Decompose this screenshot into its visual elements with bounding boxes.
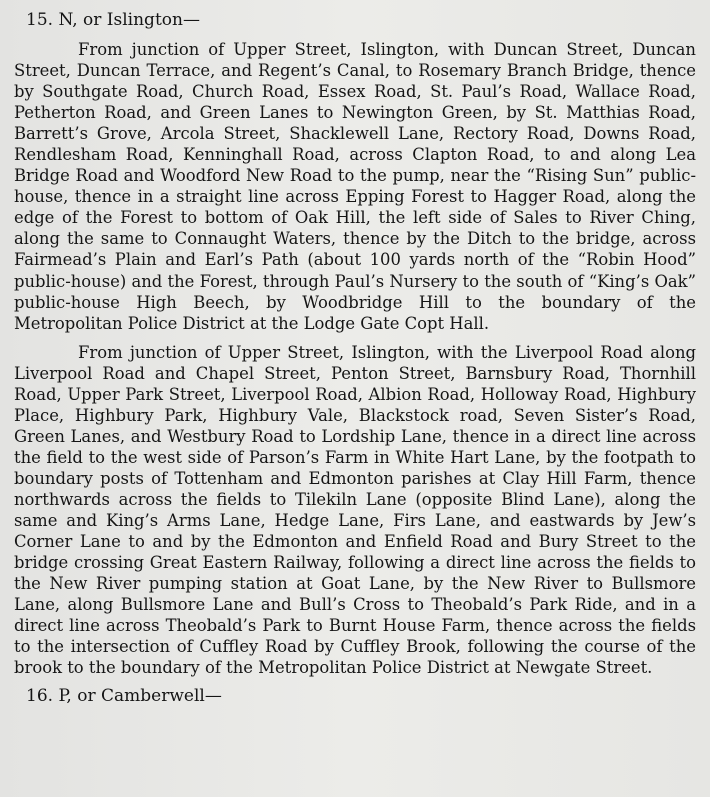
section-heading-islington: 15. N, or Islington— (26, 10, 200, 30)
route-paragraph-2-text: From junction of Upper Street, Islington, with the Liverpool Road along Liverpool Road and Chapel Street, Penton Street, Barnsbury Road, Thornhill Road, Upper Park Street, Liverpool Road, Albion Road, Holloway Road, Highbury Place, Highbury Park, Highbury Vale, Blackstock road, Seven Sister’s Road, Green Lanes, and Westbury Road to Lordship Lane, thence in a direct line across the field to the west side of Parson’s Farm in White Hart Lane, by the footpath to boundary posts of Tottenham and Edmonton parishes at Clay Hill Farm, thence northwards across the fields to Tilekiln Lane (opposite Blind Lane), along the same and King’s Arms Lane, Hedge Lane, Firs Lane, and eastwards by Jew’s Corner Lane to and by the Edmonton and Enfield Road and Bury Street to the bridge crossing Great Eastern Railway, following a direct line across the fields to the New River pumping station at Goat Lane, by the New River to Bullsmore Lane, along Bullsmore Lane and Bull’s Cross to Theobald’s Park Ride, and in a direct line across Theobald’s Park to Burnt House Farm, thence across the fields to the intersection of Cuffley Road by Cuffley Brook, following the course of the brook to the boundary of the Metropolitan Police District at Newgate Street. (14, 342, 696, 678)
section-heading-camberwell: 16. P, or Camberwell— (26, 686, 222, 707)
route-paragraph-1 (14, 39, 696, 334)
route-paragraph-1-text: From junction of Upper Street, Islington, with Duncan Street, Duncan Street, Duncan Terrace, and Regent’s Canal, to Rosemary Branch Bridge, thence by Southgate Road, Church Road, Essex Road, St. Paul’s Road, Wallace Road, Petherton Road, and Green Lanes to Newington Green, by St. Matthias Road, Barrett’s Grove, Arcola Street, Shacklewell Lane, Rectory Road, Downs Road, Rendlesham Road, Kenninghall Road, across Clapton Road, to and along Lea Bridge Road and Woodford New Road to the pump, near the “Rising Sun” public-house, thence in a straight line across Epping Forest to Hagger Road, along the edge of the Forest to bottom of Oak Hill, the left side of Sales to River Ching, along the same to Connaught Waters, thence by the Ditch to the bridge, across Fairmead’s Plain and Earl’s Path (about 100 yards north of the “Robin Hood” public-house) and the Forest, through Paul’s Nursery to the south of “King’s Oak” public-house High Beech, by Woodbridge Hill to the boundary of the Metropolitan Police District at the Lodge Gate Copt Hall. (14, 40, 696, 333)
route-paragraph-2 (14, 342, 696, 679)
